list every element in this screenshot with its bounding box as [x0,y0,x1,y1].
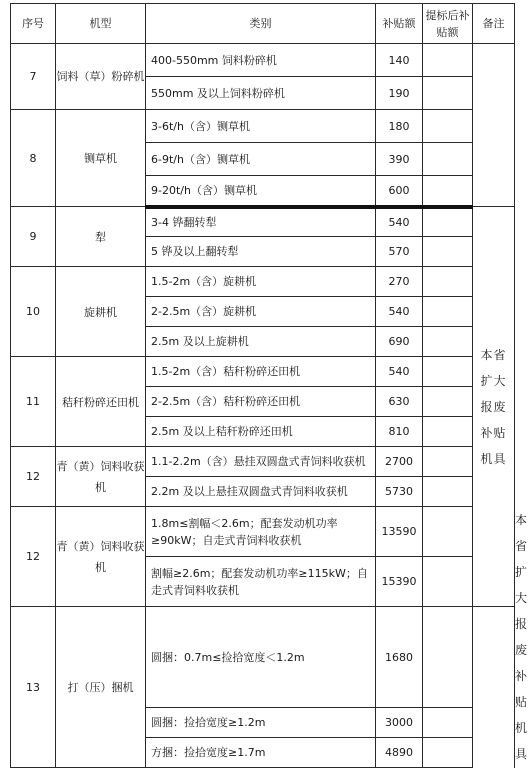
row-model: 青（黄）饲料收获机 [56,447,146,507]
note-line: 报废 [480,399,507,414]
row-amount: 270 [376,267,423,297]
row-raised [423,176,473,207]
note-line: 本省 [480,347,507,362]
row-amount: 600 [376,176,423,207]
row-type: 方捆：捡拾宽度≥1.7m [146,738,376,768]
row-amount: 390 [376,143,423,176]
row-type: 2-2.5m（含）旋耕机 [146,297,376,327]
row-type: 圆捆：0.7m≤捡拾宽度＜1.2m [146,607,376,708]
row-amount: 540 [376,207,423,237]
row-raised [423,447,473,477]
row-raised [423,267,473,297]
row-model: 秸秆粉碎还田机 [56,357,146,447]
row-type: 圆捆：捡拾宽度≥1.2m [146,708,376,738]
row-type: 2.5m 及以上秸秆粉碎还田机 [146,417,376,447]
row-amount: 13590 [376,507,423,557]
row-amount: 630 [376,387,423,417]
row-type: 2.2m 及以上悬挂双圆盘式青饲料收获机 [146,477,376,507]
header-type: 类别 [146,4,376,44]
table-header-row [11,4,515,44]
row-raised [423,557,473,607]
row-raised [423,143,473,176]
row-amount: 2700 [376,447,423,477]
row-type: 1.5-2m（含）秸秆粉碎还田机 [146,357,376,387]
row-amount: 4890 [376,738,423,768]
row-type: 2.5m 及以上旋耕机 [146,327,376,357]
row-raised [423,237,473,267]
row-raised [423,207,473,237]
row-model: 铡草机 [56,110,146,207]
row-raised [423,110,473,143]
row-amount: 690 [376,327,423,357]
row-raised [423,77,473,110]
table-row [11,207,515,237]
note-block-1 [473,207,515,607]
row-raised [423,738,473,768]
row-type: 6-9t/h（含）铡草机 [146,143,376,176]
row-note-empty [473,44,515,207]
row-amount: 540 [376,357,423,387]
row-raised [423,507,473,557]
row-no: 12 [11,507,56,607]
row-type: 3-6t/h（含）铡草机 [146,110,376,143]
table-row: 12 青（黄）饲料收获机 1.8m≤割幅＜2.6m；配套发动机功率≥90kW；自走式青饲料收获机 13590 本省 扩大 报废 补贴 机具 [11,507,515,557]
row-raised [423,477,473,507]
row-amount: 190 [376,77,423,110]
row-amount: 180 [376,110,423,143]
row-type: 5 铧及以上翻转犁 [146,237,376,267]
row-amount: 5730 [376,477,423,507]
header-no: 序号 [11,4,56,44]
table-row [11,44,515,77]
row-raised [423,708,473,738]
row-raised [423,387,473,417]
row-model: 犁 [56,207,146,267]
table-row [11,357,515,387]
row-raised [423,297,473,327]
row-no: 7 [11,44,56,110]
row-type: 9-20t/h（含）铡草机 [146,176,376,207]
row-no: 12 [11,447,56,507]
row-type: 2-2.5m（含）秸秆粉碎还田机 [146,387,376,417]
row-type: 400-550mm 饲料粉碎机 [146,44,376,77]
table-row [11,267,515,297]
row-amount: 140 [376,44,423,77]
row-amount: 15390 [376,557,423,607]
table-row [11,447,515,477]
subsidy-table-page [10,3,528,761]
row-raised [423,607,473,708]
row-raised [423,327,473,357]
row-model: 青（黄）饲料收获机 [56,507,146,607]
row-raised [423,417,473,447]
row-no: 13 [11,607,56,768]
row-type: 1.8m≤割幅＜2.6m；配套发动机功率≥90kW；自走式青饲料收获机 [146,507,376,557]
row-no: 8 [11,110,56,207]
row-type: 1.5-2m（含）旋耕机 [146,267,376,297]
row-no: 10 [11,267,56,357]
row-amount: 1680 [376,607,423,708]
row-raised [423,44,473,77]
row-type: 1.1-2.2m（含）悬挂双圆盘式青饲料收获机 [146,447,376,477]
table-row [11,607,515,708]
row-model: 旋耕机 [56,267,146,357]
note-line: 机具 [480,451,507,466]
row-type: 3-4 铧翻转犁 [146,207,376,237]
header-model: 机型 [56,4,146,44]
row-amount: 570 [376,237,423,267]
row-type: 割幅≥2.6m；配套发动机功率≥115kW；自走式青饲料收获机 [146,557,376,607]
table-row [11,110,515,143]
header-note: 备注 [473,4,515,44]
row-model: 饲料（草）粉碎机 [56,44,146,110]
header-raised: 提标后补贴额 [423,4,473,44]
row-no: 11 [11,357,56,447]
subsidy-table [10,3,528,768]
row-model: 打（压）捆机 [56,607,146,768]
row-type: 550mm 及以上饲料粉碎机 [146,77,376,110]
row-amount: 540 [376,297,423,327]
note-line: 补贴 [480,425,507,440]
row-raised [423,357,473,387]
row-amount: 810 [376,417,423,447]
row-amount: 3000 [376,708,423,738]
note-line: 扩大 [480,373,507,388]
header-subsidy: 补贴额 [376,4,423,44]
row-no: 9 [11,207,56,267]
